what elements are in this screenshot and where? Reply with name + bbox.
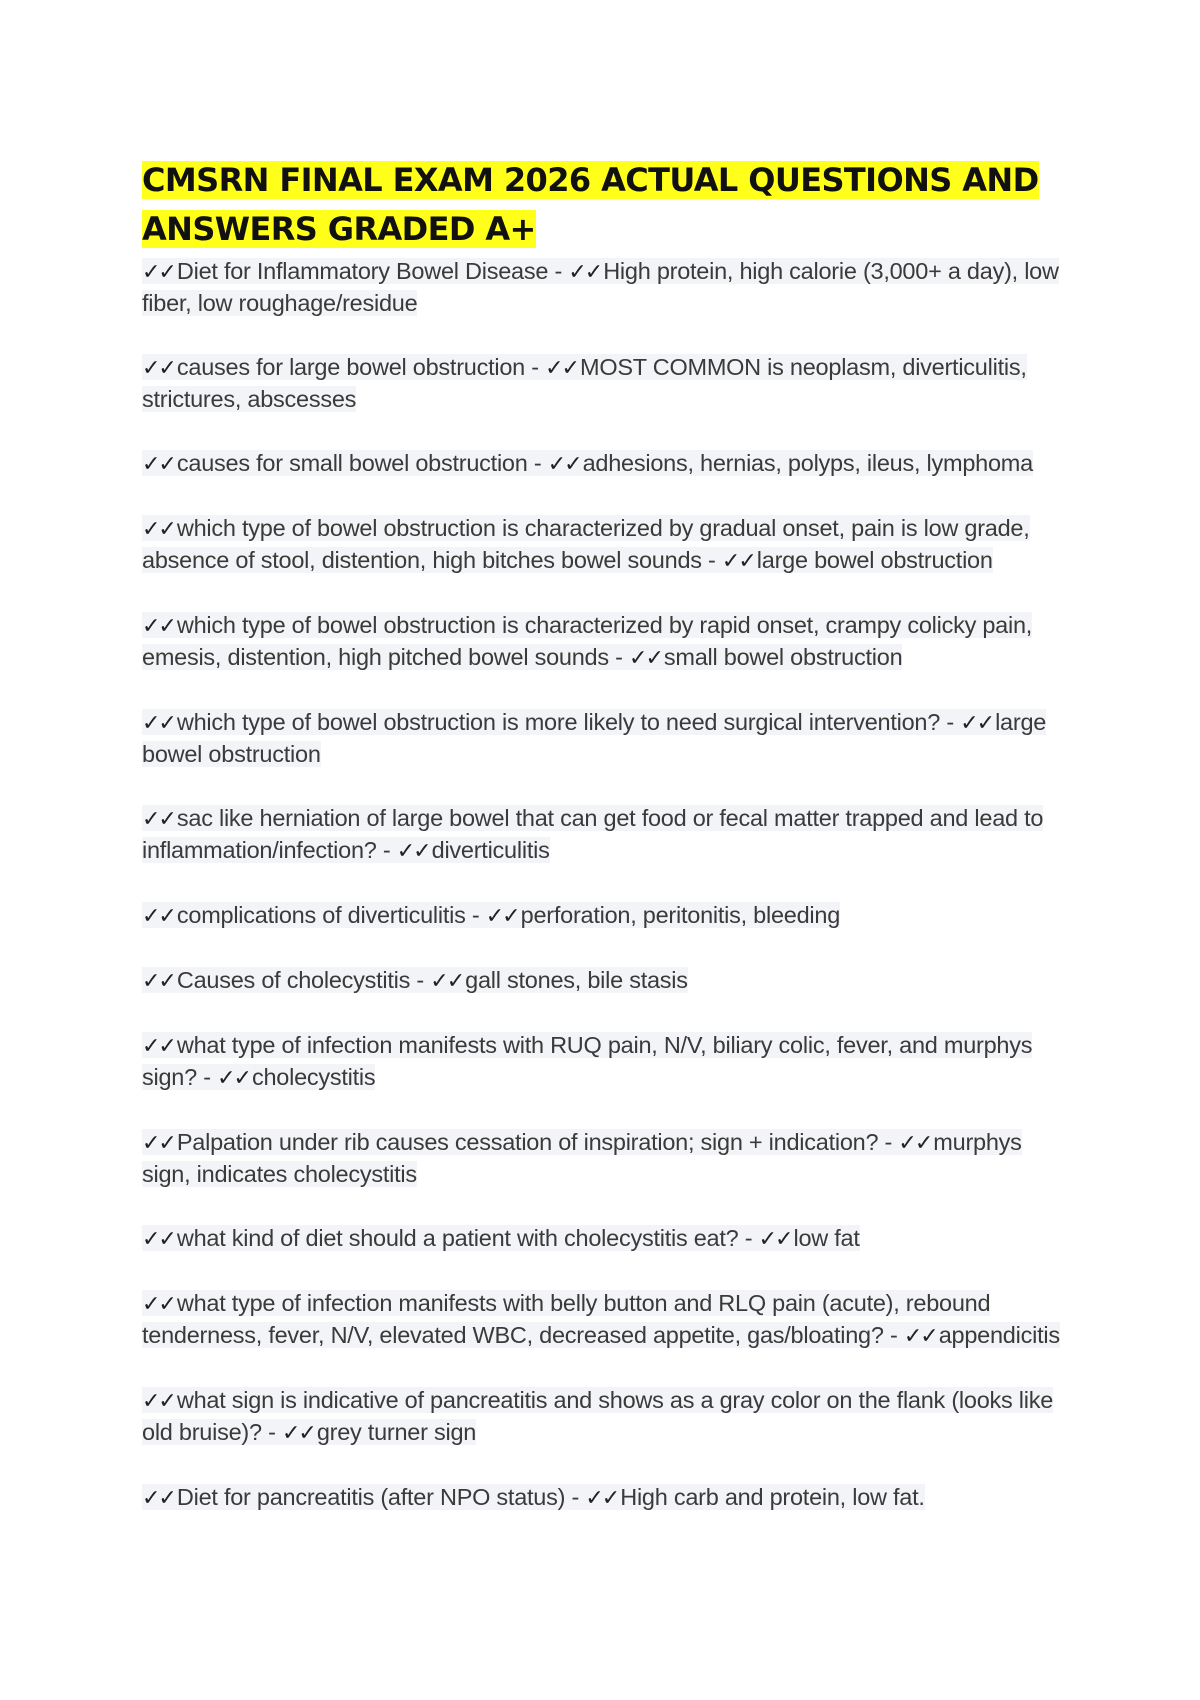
double-check-icon: ✓✓ — [430, 969, 464, 994]
answer-text: perforation, peritonitis, bleeding — [520, 902, 841, 928]
qa-item — [142, 610, 1072, 674]
qa-separator: - — [376, 837, 397, 863]
question-text: what type of infection manifests with RUQ pain, N/V, biliary colic, fever, and murphys sign? — [142, 1032, 1033, 1090]
double-check-icon: ✓✓ — [545, 356, 578, 381]
qa-text — [142, 1032, 1032, 1090]
double-check-icon: ✓✓ — [721, 549, 755, 574]
qa-separator: - — [940, 709, 961, 735]
qa-item — [142, 1223, 1072, 1255]
double-check-icon: ✓✓ — [142, 1486, 175, 1511]
double-check-icon: ✓✓ — [903, 1324, 937, 1349]
qa-item — [142, 707, 1072, 770]
answer-text: adhesions, hernias, polyps, ileus, lymphoma — [582, 450, 1033, 476]
qa-item — [142, 1385, 1072, 1449]
question-text: which type of bowel obstruction is characterized by rapid onset, crampy colicky pain, emesis, distention, high pitched bowel sounds — [142, 612, 1033, 670]
qa-item — [142, 352, 1072, 415]
double-check-icon: ✓✓ — [142, 356, 175, 381]
qa-separator: - — [548, 258, 569, 284]
qa-text — [142, 258, 1059, 316]
qa-separator: - — [738, 1225, 759, 1251]
answer-text: High carb and protein, low fat. — [620, 1484, 925, 1510]
qa-text — [142, 902, 840, 928]
answer-text: murphys sign, indicates cholecystitis — [142, 1129, 1022, 1187]
qa-separator: - — [565, 1484, 586, 1510]
qa-separator: - — [608, 644, 630, 670]
qa-item — [142, 448, 1072, 480]
double-check-icon: ✓✓ — [142, 452, 175, 477]
double-check-icon: ✓✓ — [485, 904, 519, 929]
double-check-icon: ✓✓ — [142, 614, 175, 639]
answer-text: appendicitis — [938, 1322, 1060, 1348]
qa-item — [142, 1030, 1072, 1094]
qa-separator: - — [196, 1064, 218, 1090]
question-text: causes for small bowel obstruction — [176, 450, 528, 476]
qa-item — [142, 256, 1072, 319]
double-check-icon: ✓✓ — [142, 1389, 175, 1414]
question-text: Causes of cholecystitis — [176, 967, 411, 993]
qa-text — [142, 450, 1033, 476]
question-text: Diet for Inflammatory Bowel Disease — [176, 258, 549, 284]
double-check-icon: ✓✓ — [142, 260, 175, 285]
double-check-icon: ✓✓ — [142, 711, 175, 736]
qa-text — [142, 612, 1032, 670]
qa-separator: - — [883, 1322, 904, 1348]
double-check-icon: ✓✓ — [898, 1131, 932, 1156]
question-text: sac like herniation of large bowel that can get food or fecal matter trapped and lead to inflammation/infection? — [142, 805, 1044, 863]
question-text: what kind of diet should a patient with cholecystitis eat? — [176, 1225, 739, 1251]
qa-separator: - — [527, 450, 548, 476]
qa-separator: - — [465, 902, 486, 928]
question-text: causes for large bowel obstruction — [176, 354, 525, 380]
double-check-icon: ✓✓ — [547, 452, 581, 477]
double-check-icon: ✓✓ — [396, 839, 430, 864]
answer-text: gall stones, bile stasis — [465, 967, 688, 993]
double-check-icon: ✓✓ — [960, 711, 994, 736]
qa-text — [142, 967, 688, 993]
qa-separator: - — [261, 1419, 282, 1445]
qa-text — [142, 805, 1043, 863]
double-check-icon: ✓✓ — [142, 904, 175, 929]
question-text: which type of bowel obstruction is characterized by gradual onset, pain is low grade, absence of stool, distention, high bitches bowel sounds — [142, 515, 1030, 573]
double-check-icon: ✓✓ — [568, 260, 602, 285]
qa-text — [142, 1290, 1060, 1348]
double-check-icon: ✓✓ — [142, 807, 175, 832]
qa-separator: - — [410, 967, 431, 993]
qa-list — [142, 256, 1072, 1514]
double-check-icon: ✓✓ — [142, 1131, 175, 1156]
question-text: Diet for pancreatitis (after NPO status) — [176, 1484, 566, 1510]
qa-separator: - — [878, 1129, 899, 1155]
double-check-icon: ✓✓ — [142, 517, 175, 542]
qa-text — [142, 709, 1046, 767]
double-check-icon: ✓✓ — [758, 1227, 792, 1252]
document-content — [142, 156, 1072, 1547]
question-text: Palpation under rib causes cessation of inspiration; sign + indication? — [176, 1129, 879, 1155]
question-text: what sign is indicative of pancreatitis and shows as a gray color on the flank (looks like old bruise)? — [142, 1387, 1054, 1445]
qa-separator: - — [524, 354, 546, 380]
document-title-text: CMSRN FINAL EXAM 2026 ACTUAL QUESTIONS AND ANSWERS GRADED A+ — [142, 161, 1039, 248]
double-check-icon: ✓✓ — [585, 1486, 619, 1511]
qa-text — [142, 1225, 860, 1251]
qa-separator: - — [701, 547, 722, 573]
qa-item — [142, 965, 1072, 997]
qa-text — [142, 515, 1030, 573]
qa-text — [142, 1129, 1022, 1187]
answer-text: diverticulitis — [431, 837, 550, 863]
answer-text: MOST COMMON is neoplasm, diverticulitis, strictures, abscesses — [142, 354, 1027, 412]
double-check-icon: ✓✓ — [142, 1292, 175, 1317]
answer-text: low fat — [793, 1225, 860, 1251]
double-check-icon: ✓✓ — [217, 1066, 250, 1091]
question-text: which type of bowel obstruction is more likely to need surgical intervention? — [176, 709, 941, 735]
qa-item — [142, 1127, 1072, 1190]
answer-text: grey turner sign — [316, 1419, 477, 1445]
qa-item — [142, 803, 1072, 867]
question-text: what type of infection manifests with belly button and RLQ pain (acute), rebound tenderness, fever, N/V, elevated WBC, decreased appetite, gas/bloating? — [142, 1290, 991, 1348]
document-title — [142, 156, 1072, 254]
answer-text: cholecystitis — [251, 1064, 376, 1090]
double-check-icon: ✓✓ — [281, 1421, 315, 1446]
double-check-icon: ✓✓ — [142, 1034, 175, 1059]
qa-item — [142, 1288, 1072, 1352]
qa-item — [142, 513, 1072, 577]
answer-text: large bowel obstruction — [756, 547, 993, 573]
qa-text — [142, 1484, 925, 1510]
qa-item — [142, 900, 1072, 932]
qa-text — [142, 1387, 1053, 1445]
answer-text: High protein, high calorie (3,000+ a day), low fiber, low roughage/residue — [142, 258, 1059, 316]
question-text: complications of diverticulitis — [176, 902, 466, 928]
double-check-icon: ✓✓ — [142, 1227, 175, 1252]
answer-text: large bowel obstruction — [142, 709, 1047, 767]
qa-item — [142, 1482, 1072, 1514]
qa-text — [142, 354, 1027, 412]
double-check-icon: ✓✓ — [629, 646, 662, 671]
answer-text: small bowel obstruction — [663, 644, 903, 670]
double-check-icon: ✓✓ — [142, 969, 175, 994]
